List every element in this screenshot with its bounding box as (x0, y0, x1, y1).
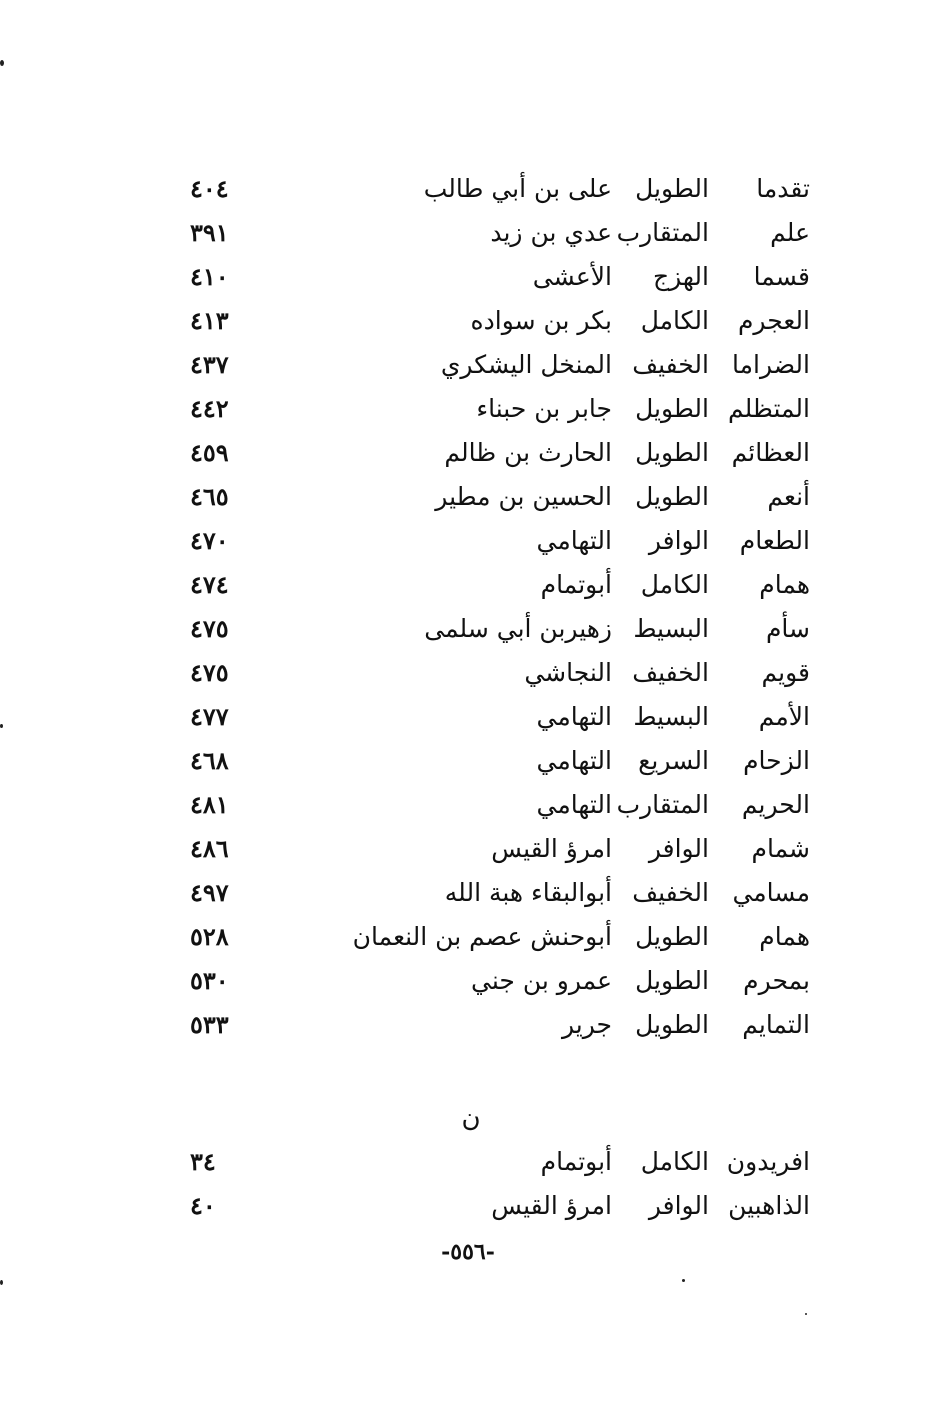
rhyme-cell: المتظلم (728, 394, 810, 423)
rhyme-cell: العجرم (737, 306, 810, 335)
index-row (0, 255, 937, 299)
poet-cell: أبوتمام (540, 1147, 612, 1176)
meter-cell: السريع (638, 746, 709, 775)
meter-cell: الطويل (635, 966, 709, 995)
index-row (0, 1003, 937, 1047)
meter-cell: المتقارب (616, 218, 709, 247)
page-ref-cell: ٤٠٤ (190, 174, 229, 203)
meter-cell: الطويل (635, 394, 709, 423)
poet-cell: الحسين بن مطير (435, 482, 612, 511)
scan-speck (0, 724, 3, 728)
meter-cell: الخفيف (632, 350, 709, 379)
page-ref-cell: ٤١٠ (190, 262, 229, 291)
meter-cell: الطويل (635, 1010, 709, 1039)
rhyme-cell: همام (759, 570, 810, 599)
meter-cell: الطويل (635, 174, 709, 203)
rhyme-cell: بمحرم (743, 966, 810, 995)
page-ref-cell: ٤٩٧ (190, 878, 229, 907)
index-row (0, 959, 937, 1003)
index-row (0, 431, 937, 475)
poet-cell: جابر بن حبناء (476, 394, 612, 423)
page-ref-cell: ٤٨٦ (190, 834, 229, 863)
index-row (0, 827, 937, 871)
meter-cell: الوافر (648, 1191, 709, 1220)
index-row (0, 167, 937, 211)
rhyme-cell: الأمم (758, 702, 810, 731)
meter-cell: الطويل (635, 922, 709, 951)
rhyme-cell: علم (770, 218, 810, 247)
poet-cell: الحارث بن ظالم (444, 438, 612, 467)
index-row (0, 299, 937, 343)
poet-cell: عدي بن زيد (490, 218, 612, 247)
poet-cell: امرؤ القيس (491, 834, 612, 863)
index-row (0, 739, 937, 783)
index-row (0, 1184, 937, 1228)
meter-cell: المتقارب (616, 790, 709, 819)
poet-cell: النجاشي (524, 658, 612, 687)
rhyme-cell: مسامي (732, 878, 810, 907)
poet-cell: التهامي (536, 702, 612, 731)
poet-cell: التهامي (536, 790, 612, 819)
rhyme-cell: الطعام (739, 526, 810, 555)
scan-speck (0, 60, 4, 66)
rhyme-cell: العظائم (731, 438, 810, 467)
poet-cell: أبوتمام (540, 570, 612, 599)
meter-cell: البسيط (633, 702, 709, 731)
rhyme-cell: الحريم (741, 790, 810, 819)
meter-cell: الوافر (648, 834, 709, 863)
index-row (0, 871, 937, 915)
page-ref-cell: ٤٦٥ (190, 482, 229, 511)
meter-cell: الطويل (635, 438, 709, 467)
meter-cell: الخفيف (632, 658, 709, 687)
index-row (0, 915, 937, 959)
page-ref-cell: ٥٣٣ (190, 1010, 229, 1039)
page-ref-cell: ٤٥٩ (190, 438, 229, 467)
section-letter: ن (461, 1103, 481, 1133)
meter-cell: الكامل (640, 570, 709, 599)
page-ref-cell: ٣٩١ (190, 218, 229, 247)
index-row (0, 343, 937, 387)
index-row (0, 211, 937, 255)
index-row (0, 563, 937, 607)
page-ref-cell: ٥٣٠ (190, 966, 229, 995)
poet-cell: زهيربن أبي سلمى (424, 614, 612, 643)
page-ref-cell: ٤٨١ (190, 790, 229, 819)
page-ref-cell: ٤٦٨ (190, 746, 229, 775)
rhyme-cell: التمايم (742, 1010, 810, 1039)
page-ref-cell: ٤٧٠ (190, 526, 229, 555)
page-ref-cell: ٥٢٨ (190, 922, 229, 951)
poet-cell: أبوالبقاء هبة الله (444, 878, 612, 907)
page-number: -٥٥٦- (441, 1239, 495, 1265)
rhyme-cell: سأم (765, 614, 810, 643)
scan-speck (0, 1280, 3, 1285)
rhyme-cell: الضراما (732, 350, 810, 379)
page-ref-cell: ٤١٣ (190, 306, 229, 335)
index-row (0, 387, 937, 431)
poet-cell: جرير (562, 1010, 612, 1039)
poet-cell: على بن أبي طالب (423, 174, 612, 203)
rhyme-cell: تقدما (756, 174, 810, 203)
page-ref-cell: ٤٠ (190, 1191, 216, 1220)
index-row (0, 607, 937, 651)
rhyme-cell: قويم (761, 658, 810, 687)
meter-cell: الطويل (635, 482, 709, 511)
page-ref-cell: ٤٧٥ (190, 614, 229, 643)
meter-cell: الوافر (648, 526, 709, 555)
page-ref-cell: ٤٧٧ (190, 702, 229, 731)
rhyme-cell: أنعم (767, 482, 810, 511)
rhyme-cell: الزحام (743, 746, 810, 775)
index-table-meem (0, 167, 937, 1047)
poet-cell: التهامي (536, 746, 612, 775)
rhyme-cell: افريدون (726, 1147, 810, 1176)
index-table-noon (0, 1140, 937, 1228)
index-row (0, 519, 937, 563)
poet-cell: التهامي (536, 526, 612, 555)
meter-cell: الكامل (640, 1147, 709, 1176)
poet-cell: أبوحنش عصم بن النعمان (352, 922, 612, 951)
poet-cell: امرؤ القيس (491, 1191, 612, 1220)
page-ref-cell: ٤٧٥ (190, 658, 229, 687)
index-row (0, 475, 937, 519)
poet-cell: عمرو بن جني (471, 966, 612, 995)
rhyme-cell: شمام (751, 834, 810, 863)
poet-cell: بكر بن سواده (470, 306, 612, 335)
page-ref-cell: ٣٤ (190, 1147, 216, 1176)
meter-cell: البسيط (633, 614, 709, 643)
poet-cell: المنخل اليشكري (440, 350, 612, 379)
index-row (0, 783, 937, 827)
scan-speck (682, 1279, 685, 1282)
scan-speck (805, 1313, 807, 1315)
index-row (0, 1140, 937, 1184)
meter-cell: الكامل (640, 306, 709, 335)
meter-cell: الهزج (652, 262, 709, 291)
page-ref-cell: ٤٧٤ (190, 570, 229, 599)
rhyme-cell: قسما (753, 262, 810, 291)
poet-cell: الأعشى (532, 262, 612, 291)
meter-cell: الخفيف (632, 878, 709, 907)
page-ref-cell: ٤٤٢ (190, 394, 229, 423)
index-row (0, 651, 937, 695)
rhyme-cell: همام (759, 922, 810, 951)
index-row (0, 695, 937, 739)
page-ref-cell: ٤٣٧ (190, 350, 229, 379)
rhyme-cell: الذاهبين (728, 1191, 810, 1220)
